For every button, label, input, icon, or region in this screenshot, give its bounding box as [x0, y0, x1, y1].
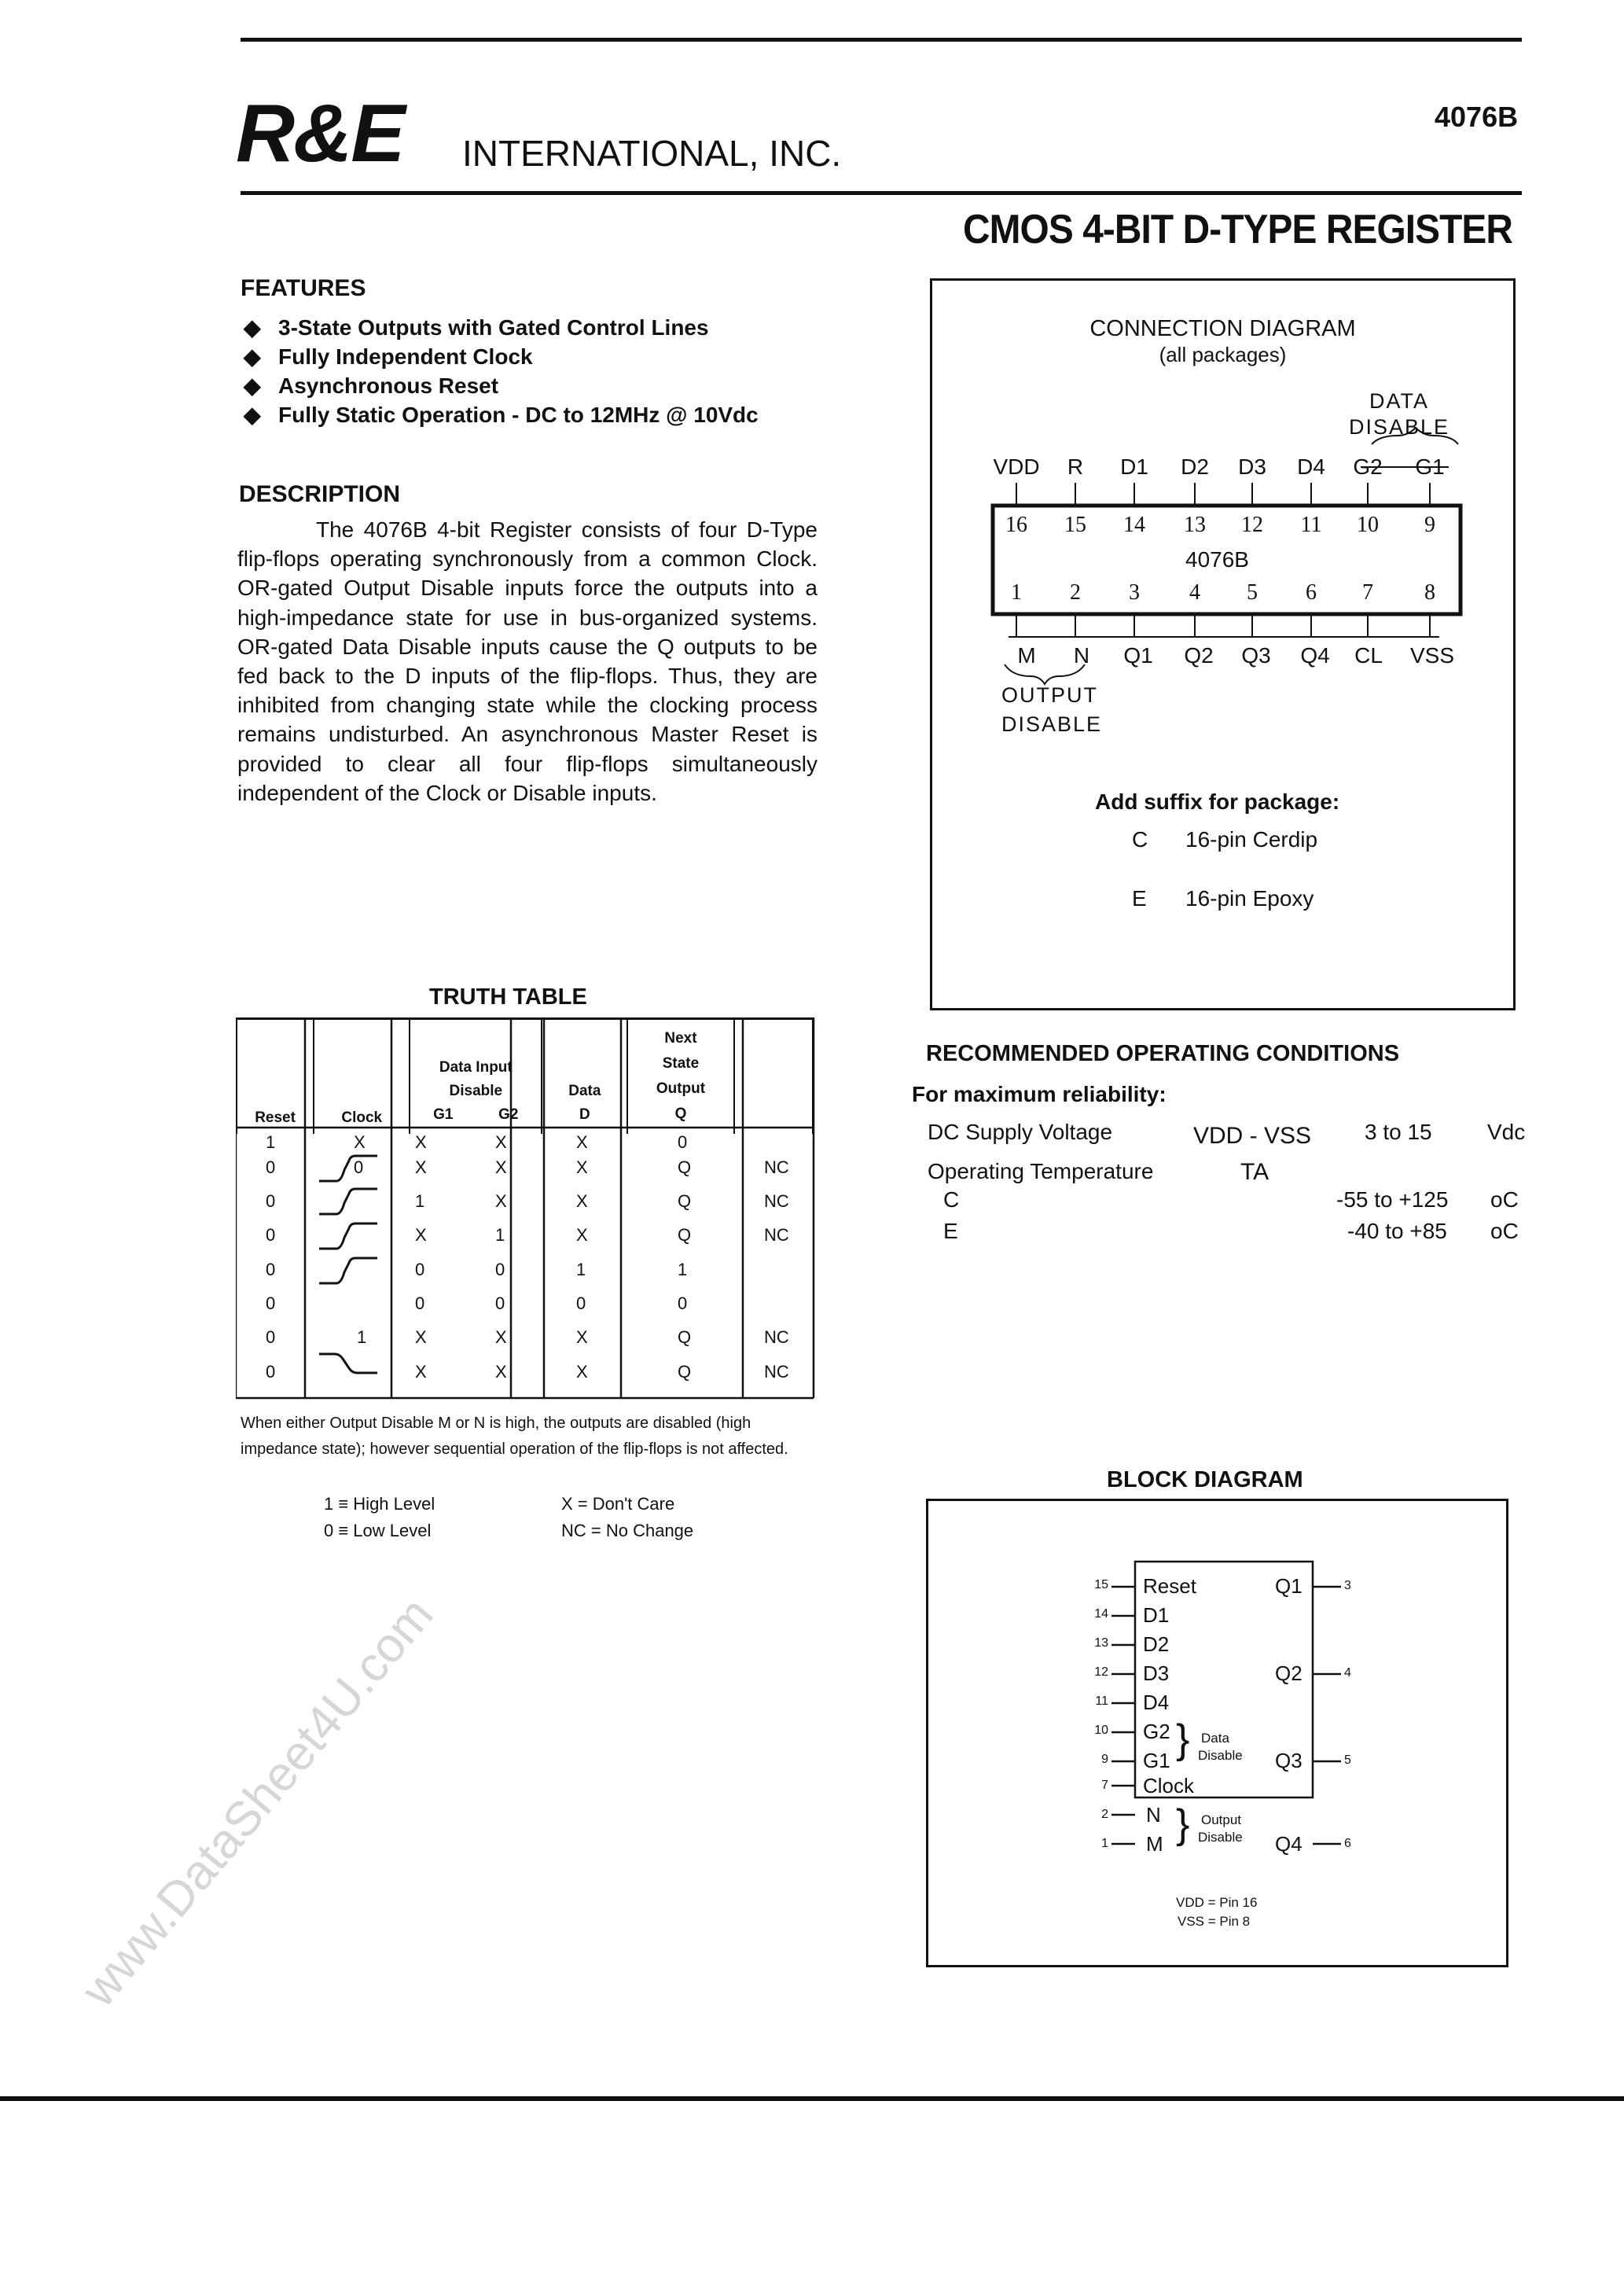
block-label-m: M: [1146, 1832, 1163, 1856]
output-disable-label: OUTPUT DISABLE: [1001, 683, 1103, 736]
legend-x: X = Don't Care: [561, 1494, 675, 1514]
pin-number: 7: [1362, 580, 1373, 605]
pin-number: 11: [1300, 513, 1322, 537]
block-pin-number: 6: [1344, 1837, 1351, 1850]
brand-logo: R&E: [236, 88, 404, 179]
suffix-heading: Add suffix for package:: [1095, 789, 1340, 814]
connection-title: CONNECTION DIAGRAM: [1089, 316, 1356, 341]
block-label-d2: D2: [1143, 1632, 1170, 1656]
table-row: 0 0 0 0 0: [266, 1293, 688, 1313]
temp-symbol: TA: [1240, 1159, 1269, 1185]
table-row: 0 1 X X Q NC: [266, 1191, 789, 1211]
data-disable-note: Data Disable: [1198, 1731, 1243, 1763]
legend-high: 1 ≡ High Level: [324, 1494, 435, 1514]
pin-label-q2: Q2: [1184, 643, 1214, 668]
pin-label-d3: D3: [1238, 454, 1266, 479]
pin-number: 13: [1184, 513, 1206, 537]
pin-label-vdd: VDD: [993, 454, 1040, 479]
block-pin-number: 11: [1095, 1694, 1108, 1708]
block-pin-number: 9: [1101, 1753, 1108, 1766]
temp-unit: oC: [1490, 1219, 1519, 1243]
block-label-d3: D3: [1143, 1661, 1170, 1685]
block-label-d4: D4: [1143, 1691, 1170, 1714]
connection-subtitle: (all packages): [1159, 343, 1287, 366]
block-label-q3: Q3: [1275, 1749, 1303, 1772]
data-disable-label: DATA DISABLE: [1348, 389, 1450, 439]
truth-table-footnote: When either Output Disable M or N is high, the outputs are disabled (high impedance state); however sequential operation of the flip-flops is not affected.: [241, 1415, 788, 1458]
diamond-bullet-icon: ◆: [244, 315, 261, 340]
pin-number: 10: [1357, 513, 1379, 537]
pin-number: 6: [1306, 580, 1317, 605]
pin-label-d1: D1: [1120, 454, 1148, 479]
brace-icon: }: [1176, 1801, 1190, 1847]
suffix-code: E: [1132, 886, 1147, 911]
col-header-reset: Reset: [237, 1019, 314, 1128]
pin-number: 3: [1129, 580, 1140, 605]
table-row: 0 X 1 X Q NC: [266, 1225, 789, 1245]
temp-range: -40 to +85: [1347, 1219, 1447, 1243]
brace-icon: }: [1176, 1716, 1190, 1762]
col-header-next-state: Next State Output Q: [627, 1019, 733, 1128]
col-header-data-input: Data Input Disable G1 G2: [410, 1019, 542, 1128]
pin-label-d4: D4: [1297, 454, 1325, 479]
page-title: CMOS 4-BIT D-TYPE REGISTER: [963, 207, 1513, 252]
pin-label-q1: Q1: [1123, 643, 1153, 668]
pin-label-vss: VSS: [1409, 643, 1455, 668]
description-heading: DESCRIPTION: [239, 481, 401, 507]
pin-label-g1: G1: [1415, 454, 1445, 479]
col-header-data: Data D: [542, 1019, 627, 1128]
pin-label-m: M: [1017, 643, 1036, 668]
temp-range: -55 to +125: [1336, 1187, 1449, 1212]
list-item: ◆ Fully Independent Clock: [241, 342, 759, 371]
block-pin-number: 5: [1344, 1753, 1351, 1767]
diamond-bullet-icon: ◆: [244, 373, 261, 398]
pin-label-cl: CL: [1354, 643, 1383, 668]
suffix-desc: 16-pin Cerdip: [1185, 827, 1318, 852]
temp-grade: E: [943, 1219, 958, 1243]
recommended-sub: For maximum reliability:: [912, 1082, 1167, 1106]
pin-number: 2: [1070, 580, 1081, 605]
block-pin-number: 13: [1094, 1636, 1108, 1650]
pin-label-q4: Q4: [1300, 643, 1330, 668]
block-pin-number: 2: [1101, 1808, 1108, 1821]
block-pin-number: 4: [1344, 1666, 1351, 1680]
supply-range: 3 to 15: [1365, 1120, 1432, 1144]
recommended-heading: RECOMMENDED OPERATING CONDITIONS: [926, 1041, 1400, 1066]
supply-unit: Vdc: [1487, 1120, 1526, 1144]
temp-grade: C: [943, 1187, 960, 1212]
part-number: 4076B: [1435, 101, 1519, 133]
temp-label: Operating Temperature: [928, 1159, 1154, 1183]
pin-label-r: R: [1067, 454, 1084, 479]
suffix-code: C: [1132, 827, 1148, 852]
table-row: 0 X X X Q NC: [266, 1362, 789, 1382]
table-row: 0 0 0 1 1: [266, 1260, 688, 1279]
pin-number: 12: [1241, 513, 1263, 537]
block-pin-number: 3: [1344, 1579, 1351, 1592]
list-item: ◆ 3-State Outputs with Gated Control Lines: [241, 313, 759, 342]
chip-label: 4076B: [1185, 547, 1249, 572]
block-pin-number: 14: [1094, 1607, 1108, 1621]
block-label-q2: Q2: [1275, 1661, 1303, 1685]
block-pin-number: 7: [1101, 1779, 1108, 1792]
block-pin-number: 1: [1101, 1837, 1108, 1850]
table-row: 0 0 X X X Q NC: [266, 1157, 789, 1177]
pin-number: 16: [1005, 513, 1027, 537]
company-name: INTERNATIONAL, INC.: [462, 133, 842, 174]
col-header-clock: Clock: [314, 1019, 410, 1128]
suffix-desc: 16-pin Epoxy: [1185, 886, 1314, 911]
block-pin-number: 12: [1094, 1665, 1108, 1679]
vdd-note: VDD = Pin 16: [1176, 1895, 1258, 1910]
top-rule: [241, 38, 1522, 42]
temp-unit: oC: [1490, 1187, 1519, 1212]
table-row: 0 1 X X X Q NC: [266, 1327, 789, 1347]
description-text: The 4076B 4-bit Register consists of four D-Type flip-flops operating synchronously from a common Clock. OR-gated Output Disable inputs force the outputs into a high-impedance state for use in bus-organized systems. OR-gated Data Disable inputs cause the Q outputs to be fed back to the D inputs of the flip-flops. Thus, they are inhibited from changing state while the clocking process remains undisturbed. An asynchronous Master Reset is provided to clear all four flip-flops simultaneously independent of the Clock or Disable inputs.: [237, 517, 818, 805]
supply-label: DC Supply Voltage: [928, 1120, 1113, 1144]
pin-number: 9: [1424, 513, 1435, 537]
pin-label-g2: G2: [1353, 454, 1383, 479]
block-label-reset: Reset: [1143, 1574, 1196, 1598]
features-heading: FEATURES: [241, 275, 366, 301]
diamond-bullet-icon: ◆: [244, 344, 261, 369]
list-item: ◆ Asynchronous Reset: [241, 371, 759, 400]
pin-number: 1: [1011, 580, 1022, 605]
pin-number: 14: [1123, 513, 1145, 537]
block-label-q4: Q4: [1275, 1832, 1303, 1856]
table-row: 1 X X X X 0: [266, 1132, 688, 1152]
pin-label-q3: Q3: [1241, 643, 1271, 668]
truth-table-grid-right: [236, 1017, 818, 1403]
header-rule: [241, 191, 1522, 195]
block-label-g2: G2: [1143, 1720, 1170, 1743]
truth-table-title: TRUTH TABLE: [429, 984, 587, 1010]
pin-label-d2: D2: [1181, 454, 1209, 479]
block-pin-number: 15: [1094, 1578, 1108, 1591]
diamond-bullet-icon: ◆: [244, 403, 261, 427]
output-disable-note: Output Disable: [1198, 1812, 1243, 1845]
vss-note: VSS = Pin 8: [1178, 1914, 1251, 1929]
block-label-g1: G1: [1143, 1749, 1170, 1772]
block-label-q1: Q1: [1275, 1574, 1303, 1598]
pin-number: 5: [1247, 580, 1258, 605]
features-list: [241, 313, 759, 429]
bottom-rule: [0, 2096, 1624, 2101]
list-item: ◆ Fully Static Operation - DC to 12MHz @ 10Vdc: [241, 400, 759, 429]
pin-number: 8: [1424, 580, 1435, 605]
pin-number: 4: [1189, 580, 1200, 605]
pin-label-n: N: [1073, 643, 1090, 668]
block-label-d1: D1: [1143, 1603, 1170, 1627]
block-diagram-title: BLOCK DIAGRAM: [1107, 1467, 1303, 1492]
supply-symbol: VDD - VSS: [1193, 1123, 1312, 1149]
block-label-clock: Clock: [1143, 1774, 1195, 1797]
pin-number: 15: [1064, 513, 1086, 537]
watermark: www.DataSheet4U.com: [71, 1588, 444, 2017]
legend-low: 0 ≡ Low Level: [324, 1521, 432, 1540]
block-label-n: N: [1146, 1803, 1161, 1827]
block-pin-number: 10: [1094, 1724, 1108, 1737]
legend-nc: NC = No Change: [561, 1521, 694, 1540]
